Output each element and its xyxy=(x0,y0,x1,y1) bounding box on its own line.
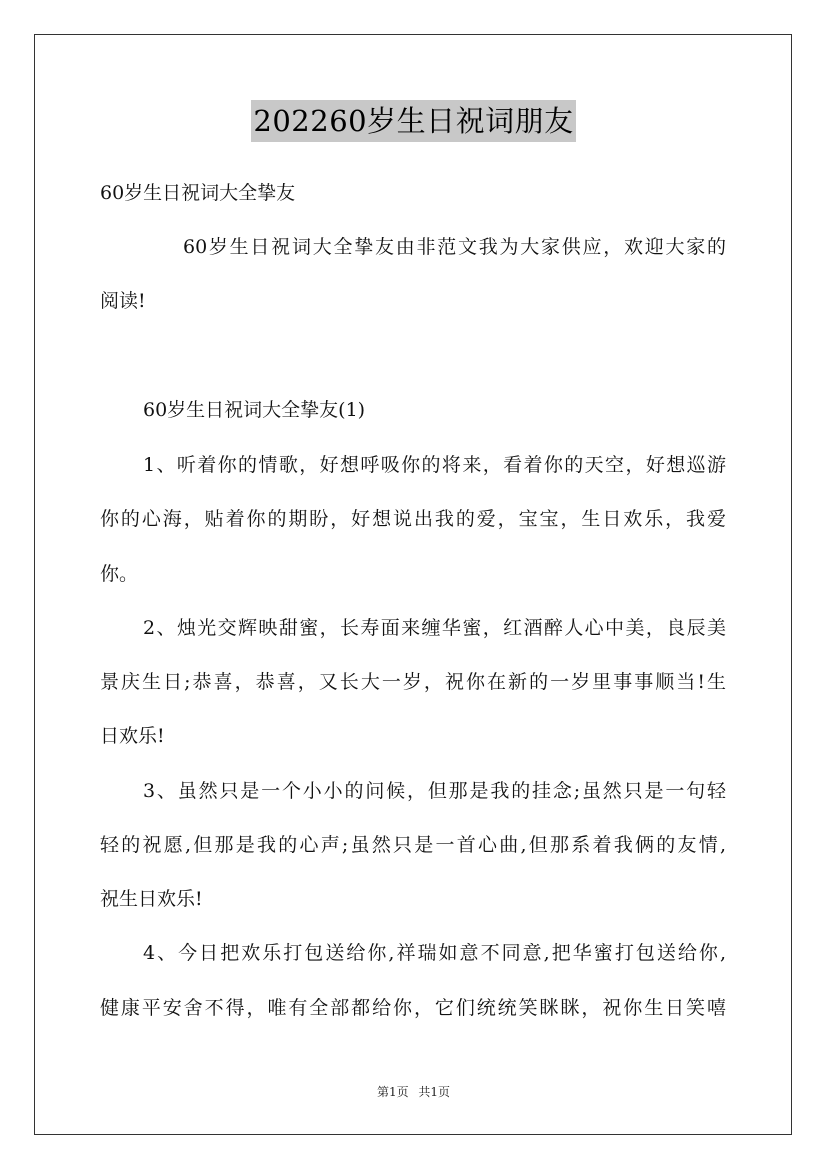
paragraph-1-line-3: 你。 xyxy=(100,563,139,585)
paragraph-4-line-2: 健康平安舍不得，唯有全部都给你，它们统统笑眯眯，祝你生日笑嘻 xyxy=(100,997,726,1019)
paragraph-3-line-3: 祝生日欢乐! xyxy=(100,888,203,910)
paragraph-3-line-2: 轻的祝愿,但那是我的心声;虽然只是一首心曲,但那系着我俩的友情, xyxy=(100,834,726,856)
paragraph-2-line-3: 日欢乐! xyxy=(100,725,165,747)
paragraph-1-line-1: 1、听着你的情歌，好想呼吸你的将来，看着你的天空，好想巡游 xyxy=(143,454,726,476)
paragraph-3-line-1: 3、虽然只是一个小小的问候，但那是我的挂念;虽然只是一句轻 xyxy=(143,780,726,802)
document-subtitle: 60岁生日祝词大全挚友 xyxy=(100,182,296,204)
document-title: 202260岁生日祝词朋友 xyxy=(251,100,575,142)
intro-line-2: 阅读! xyxy=(100,290,146,312)
paragraph-1-line-2: 你的心海，贴着你的期盼，好想说出我的爱，宝宝，生日欢乐，我爱 xyxy=(100,508,726,530)
paragraph-4-line-1: 4、今日把欢乐打包送给你,祥瑞如意不同意,把华蜜打包送给你, xyxy=(143,942,726,964)
paragraph-2-line-1: 2、烛光交辉映甜蜜，长寿面来缠华蜜，红酒醉人心中美，良辰美 xyxy=(143,617,726,639)
title-container xyxy=(0,100,827,142)
section-heading: 60岁生日祝词大全挚友(1) xyxy=(143,399,366,421)
page-total: 共1页 xyxy=(418,1085,451,1099)
page-number: 第1页 xyxy=(376,1085,409,1099)
page-footer xyxy=(0,1084,827,1100)
intro-line-1: 60岁生日祝词大全挚友由非范文我为大家供应，欢迎大家的 xyxy=(183,236,726,258)
paragraph-2-line-2: 景庆生日;恭喜，恭喜，又长大一岁，祝你在新的一岁里事事顺当!生 xyxy=(100,671,726,693)
